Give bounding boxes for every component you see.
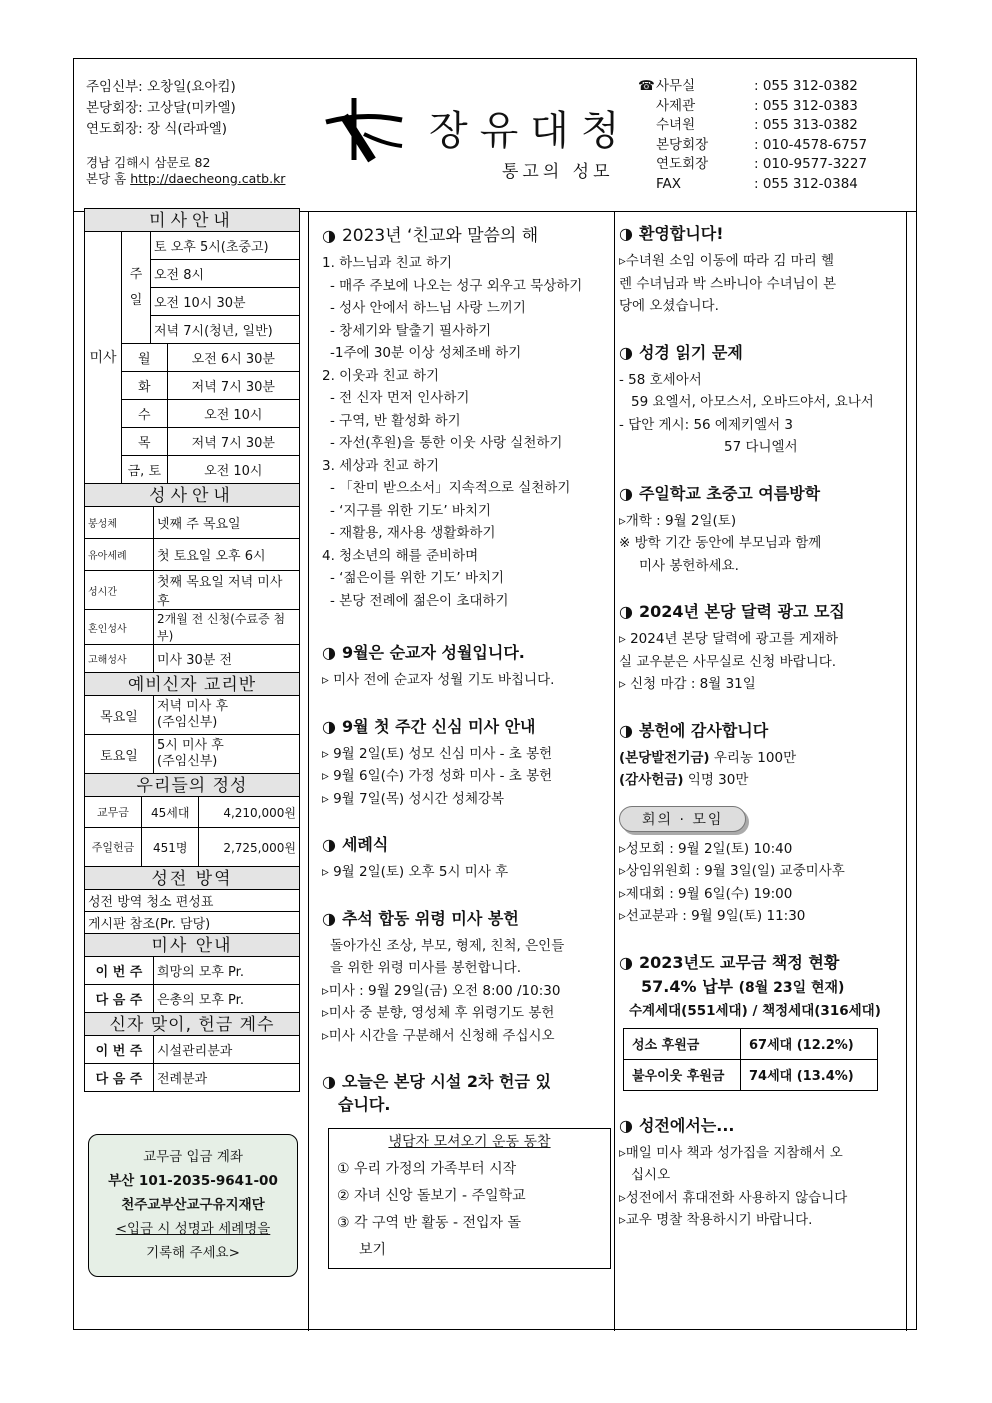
mass-schedule-table: [84, 231, 300, 484]
half-circle-icon: ◑: [619, 224, 633, 243]
mass-guide-heading: 미사 안내: [84, 933, 300, 957]
thanks-section: ◑ 봉헌에 감사합니다 (본당발전기금) 우리농 100만 (감사헌금) 익명 30만: [619, 718, 909, 792]
half-circle-icon: ◑: [322, 226, 336, 245]
sacrament-time: 첫째 목요일 저녁 미사 후: [154, 571, 300, 610]
camp-section: ◑ 주일학교 초중고 여름방학 ▹개학 : 9월 2일(토) ※ 방학 기간 동안에 부모님과 함께 미사 봉헌하세요.: [619, 481, 909, 578]
weekday-label: 금, 토: [122, 456, 168, 484]
section-heading: ◑ 2023년도 교무금 책정 현황: [619, 952, 840, 972]
weekday-time: 저녁 7시 30분: [167, 372, 299, 400]
address: 경남 김해시 삼문로 82: [86, 155, 211, 170]
sunday-mass: 토 오후 5시(초중고): [151, 232, 300, 260]
section-heading: ◑ 주일학교 초중고 여름방학: [619, 483, 821, 503]
half-circle-icon: ◑: [322, 716, 336, 736]
weekday-label: 월: [122, 344, 168, 372]
sacrament-name: 혼인성사: [85, 610, 154, 645]
parish-title: 장유대청: [429, 108, 632, 154]
weekday-label: 목: [122, 428, 168, 456]
chuseok-section: ◑ 추석 합동 위령 미사 봉헌 돌아가신 조상, 부모, 형제, 친척, 은인들 을 위한 위령 미사를 봉헌합니다. ▹미사 : 9월 29일(금) 오전 8:00 /10:30 ▹미사 중 분향, 영성체 후 위령기도 봉헌 ▹미사 시간을 구분해서 신청해 주십시오: [322, 906, 612, 1048]
weekday-time: 오전 10시: [167, 400, 299, 428]
sacrament-table: [84, 506, 300, 673]
catechumen-day: 토요일: [85, 735, 154, 774]
mass-guide-table: 이 번 주 희망의 모후 Pr. 다 음 주 은총의 모후 Pr.: [84, 956, 300, 1013]
right-column: [619, 221, 909, 1254]
greeting-heading: 신자 맞이, 헌금 계수: [84, 1012, 300, 1036]
half-circle-icon: ◑: [322, 835, 336, 854]
sacrament-name: 유아세례: [85, 539, 154, 571]
half-circle-icon: ◑: [322, 1072, 336, 1091]
half-circle-icon: ◑: [619, 720, 633, 740]
parish-cross-logo-icon: [324, 94, 404, 164]
weekday-time: 저녁 7시 30분: [167, 428, 299, 456]
calendar-section: ◑ 2024년 본당 달력 광고 모집 ▹ 2024년 본당 달력에 광고를 게재하 실 교우분은 사무실로 신청 바랍니다. ▹ 신청 마감 : 8월 31일: [619, 599, 909, 696]
support-table: 성소 후원금 67세대 (12.2%) 불우이웃 후원금 74세대 (13.4%): [623, 1028, 878, 1091]
mass-schedule-heading: 미사안내: [84, 208, 300, 232]
sacrament-name: 고해성사: [85, 645, 154, 673]
parish-subtitle: 통고의 성모: [502, 162, 614, 182]
homepage-link[interactable]: http://daecheong.catb.kr: [130, 171, 286, 186]
sacrament-time: 2개월 전 신청(수료증 첨부): [154, 610, 300, 645]
year-section: ◑ 2023년 ‘친교와 말씀의 해 1. 하느님과 친교 하기 - 매주 주보에 나오는 성구 외우고 묵상하기 - 성사 안에서 하느님 사랑 느끼기 - 창세기와 탈출기 필사하기 -1주에 30분 이상 성체조배 하기 2. 이웃과 친교 하기 - 전 신자 먼저 인사하기 - 구역, 반 활성화 하기 - 자선(후원)을 통한 이웃 사랑 실천하기 3. 세상과 친교 하기 - 「찬미 받으소서」지속적으로 실천하기 - ‘지구를 위한 기도’ 바치기 - 재활용, 재사용 생활화하기 4. 청소년의 해를 준비하며 - ‘젊은이를 위한 기도’ 바치기 - 본당 전례에 젊은이 초대하기: [322, 221, 612, 612]
sacrament-heading: 성사안내: [84, 483, 300, 507]
church-manner-section: ◑ 성전에서는... ▹매일 미사 책과 성가집을 지참해서 오 십시오 ▹성전에서 휴대전화 사용하지 않습니다 ▹교우 명찰 착용하시기 바랍니다.: [619, 1113, 909, 1232]
sacrament-name: 봉성체: [85, 507, 154, 539]
sunday-label: 주일: [122, 232, 151, 344]
half-circle-icon: ◑: [322, 908, 336, 928]
contact-row: 연도회장 : 010-9577-3227: [656, 156, 868, 172]
section-heading: ◑ 오늘은 본당 시설 2차 헌금 있: [322, 1072, 551, 1091]
sunday-mass: 저녁 7시(청년, 일반): [151, 316, 300, 344]
weekday-label: 화: [122, 372, 168, 400]
bank-account-box: 교무금 입금 계좌 부산 101-2035-9641-00 천주교부산교구유지재단 <입금 시 성명과 세례명을 기록해 주세요>: [88, 1134, 298, 1277]
bulletin-page: [73, 58, 917, 1330]
phone-icon: ☎: [638, 78, 655, 94]
yeondo-president-line: 연도회장: 장 식(라파엘): [86, 121, 228, 137]
parish-president-line: 본당회장: 고상달(미카엘): [86, 100, 236, 116]
weekday-label: 수: [122, 400, 168, 428]
weekday-time: 오전 10시: [167, 456, 299, 484]
bulletin-header: [74, 59, 916, 212]
section-heading: ◑ 추석 합동 위령 미사 봉헌: [322, 908, 519, 928]
sacrament-name: 성시간: [85, 571, 154, 610]
section-heading: ◑ 봉헌에 감사합니다: [619, 720, 769, 740]
contact-row: FAX : 055 312-0384: [656, 175, 858, 192]
pastor-line: 주임신부: 오창일(요아킴): [86, 79, 236, 95]
catechumen-table: 목요일 저녁 미사 후 (주임신부) 토요일 5시 미사 후 (주임신부): [84, 695, 300, 774]
dues-percent: 57.4% 납부: [641, 976, 733, 996]
meeting-section: 회의 · 모임 ▹성모회 : 9월 2일(토) 10:40 ▹상임위원회 : 9월 3일(일) 교중미사후 ▹제대회 : 9월 6일(수) 19:00 ▹선교분과 : 9월 9일(토) 11:30: [619, 800, 909, 928]
section-heading: ◑ 2024년 본당 달력 광고 모집: [619, 602, 845, 621]
sacrament-time: 첫 토요일 오후 6시: [154, 539, 300, 571]
left-column: [84, 209, 300, 1092]
contact-row: 사제관 : 055 312-0383: [656, 97, 858, 114]
half-circle-icon: ◑: [619, 952, 633, 972]
column-divider: [308, 211, 309, 1331]
section-heading: ◑ 9월은 순교자 성월입니다.: [322, 643, 525, 662]
dues-section: ◑ 2023년도 교무금 책정 현황 57.4% 납부 (8월 23일 현재) 수계세대(551세대) / 책정세대(316세대) 성소 후원금 67세대 (12.2%) 불우이웃 후원금 74세대 (13.4%): [619, 950, 909, 1091]
cleaning-table: 성전 방역 청소 편성표 게시판 참조(Pr. 담당): [84, 889, 300, 934]
first-week-section: ◑ 9월 첫 주간 신심 미사 안내 ▹ 9월 2일(토) 성모 신심 미사 - 초 봉헌 ▹ 9월 6일(수) 가정 성화 미사 - 초 봉헌 ▹ 9월 7일(목) 성시간 성체강복: [322, 714, 612, 811]
mass-group-label: 미사: [85, 232, 122, 484]
sacrament-time: 미사 30분 전: [154, 645, 300, 673]
half-circle-icon: ◑: [322, 643, 336, 662]
column-divider: [614, 211, 615, 1331]
section-heading: ◑ 세례식: [322, 835, 389, 854]
contact-list: [638, 77, 868, 194]
section-heading: ◑ 9월 첫 주간 신심 미사 안내: [322, 716, 536, 736]
clergy-list: [86, 77, 236, 140]
baptism-section: ◑ 세례식 ▹ 9월 2일(토) 오후 5시 미사 후: [322, 832, 612, 884]
welcome-section: ◑ 환영합니다! ▹수녀원 소임 이동에 따라 김 마리 헬 렌 수녀님과 박 스바니아 수녀님이 본 당에 오셨습니다.: [619, 221, 909, 318]
section-heading: ◑ 2023년 ‘친교와 말씀의 해: [322, 226, 539, 246]
homepage-label: 본당 홈: [86, 171, 127, 186]
contact-row: 수녀원 : 055 313-0382: [656, 117, 858, 133]
sunday-mass: 오전 8시: [151, 260, 300, 288]
catechumen-heading: 예비신자 교리반: [84, 672, 300, 696]
address-block: [86, 155, 285, 187]
meeting-badge: 회의 · 모임: [619, 806, 746, 832]
half-circle-icon: ◑: [619, 1115, 633, 1135]
sacrament-time: 넷째 주 목요일: [154, 507, 300, 539]
greeting-table: 이 번 주 시설관리분과 다 음 주 전례분과: [84, 1035, 300, 1092]
contact-row: 사무실 : 055 312-0382: [656, 78, 858, 94]
catechumen-day: 목요일: [85, 696, 154, 735]
cleaning-heading: 성전 방역: [84, 866, 300, 890]
section-heading: ◑ 성경 읽기 문제: [619, 342, 743, 362]
offering-table: 교무금 45세대 4,210,000원 주일헌금 451명 2,725,000원: [84, 796, 300, 867]
collection-section: ◑ 오늘은 본당 시설 2차 헌금 있 습니다.: [322, 1069, 612, 1115]
lapsed-catholics-box: 냉담자 모셔오기 운동 동참 ① 우리 가정의 가족부터 시작 ② 자녀 신앙 돌보기 - 주일학교 ③ 각 구역 반 활동 - 전입자 돌 보기: [328, 1128, 611, 1269]
offering-heading: 우리들의 정성: [84, 773, 300, 797]
section-heading: ◑ 성전에서는...: [619, 1115, 735, 1135]
half-circle-icon: ◑: [619, 602, 633, 621]
half-circle-icon: ◑: [619, 342, 633, 362]
bible-section: ◑ 성경 읽기 문제 - 58 호세아서 59 요엘서, 아모스서, 오바드야서, 요나서 - 답안 게시: 56 에제키엘서 3 57 다니엘서: [619, 340, 909, 459]
middle-column: [322, 221, 612, 1137]
section-heading: ◑ 환영합니다!: [619, 224, 724, 243]
sunday-mass: 오전 10시 30분: [151, 288, 300, 316]
contact-row: 본당회장 : 010-4578-6757: [656, 136, 868, 153]
weekday-time: 오전 6시 30분: [167, 344, 299, 372]
martyr-section: ◑ 9월은 순교자 성월입니다. ▹ 미사 전에 순교자 성월 기도 바칩니다.: [322, 640, 612, 692]
half-circle-icon: ◑: [619, 483, 633, 503]
